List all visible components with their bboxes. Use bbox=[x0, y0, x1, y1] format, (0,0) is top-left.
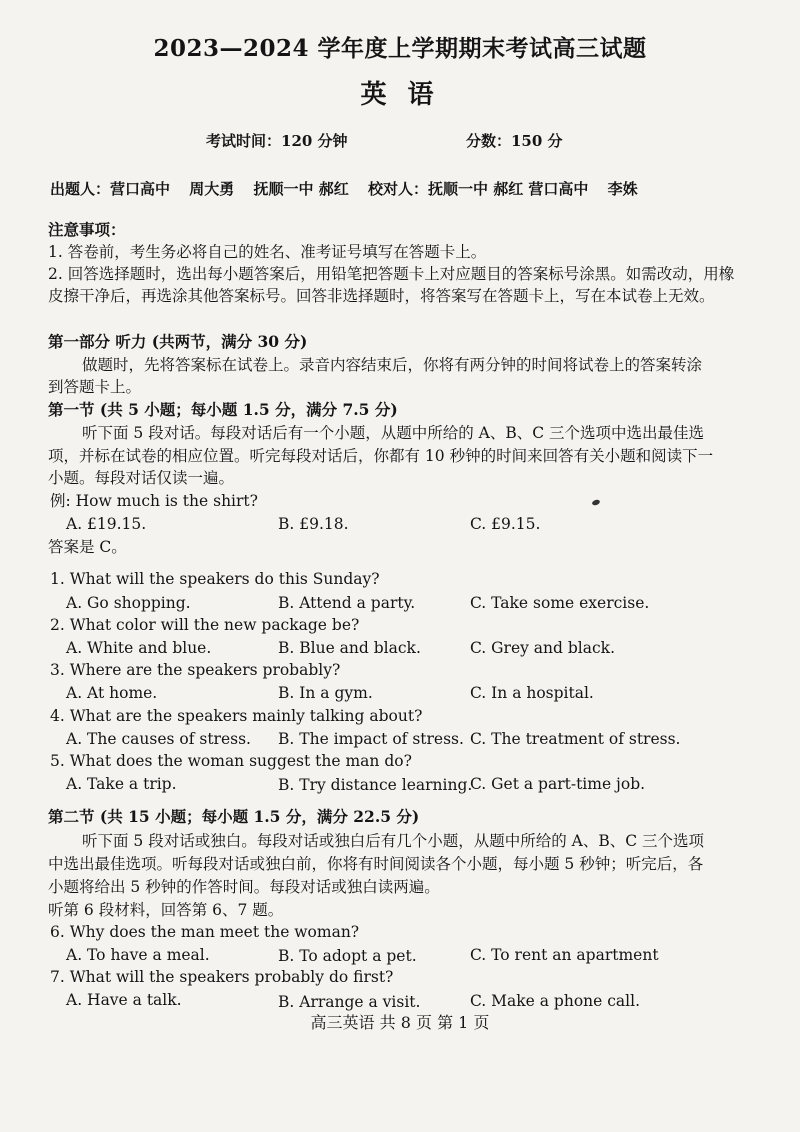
question-2: 2. What color will the new package be? bbox=[50, 616, 360, 634]
section1-heading: 第一节 (共 5 小题；每小题 1.5 分，满分 7.5 分) bbox=[48, 400, 398, 419]
question-7: 7. What will the speakers probably do first? bbox=[50, 968, 394, 986]
section1-intro-3: 小题。每段对话仅读一遍。 bbox=[48, 469, 235, 487]
question-3-option-b: B. In a gym. bbox=[278, 684, 373, 702]
question-1-option-b: B. Attend a party. bbox=[278, 594, 416, 612]
setter-3: 抚顺一中 郝红 bbox=[253, 180, 349, 198]
question-2-option-a: A. White and blue. bbox=[66, 639, 212, 657]
question-2-option-c: C. Grey and black. bbox=[470, 639, 616, 657]
question-7-option-a: A. Have a talk. bbox=[66, 991, 182, 1009]
proofreader-2: 李姝 bbox=[607, 180, 638, 198]
question-3: 3. Where are the speakers probably? bbox=[50, 661, 341, 679]
part1-intro-2: 到答题卡上。 bbox=[48, 378, 142, 396]
section2-intro-1: 听下面 5 段对话或独白。每段对话或独白后有几个小题，从题中所给的 A、B、C 三个选项 bbox=[82, 832, 705, 850]
example-option-b: B. £9.18. bbox=[278, 515, 349, 533]
question-4-option-a: A. The causes of stress. bbox=[66, 730, 251, 748]
example-option-c: C. £9.15. bbox=[470, 515, 541, 533]
proofreader: 校对人：抚顺一中 郝红 营口高中 bbox=[367, 180, 589, 198]
question-5-option-a: A. Take a trip. bbox=[66, 775, 177, 793]
exam-score: 分数：150 分 bbox=[466, 132, 563, 150]
question-3-option-c: C. In a hospital. bbox=[470, 684, 594, 702]
example-answer: 答案是 C。 bbox=[48, 538, 127, 556]
question-5-option-c: C. Get a part-time job. bbox=[470, 775, 646, 793]
notice-line-2: 2. 回答选择题时，选出每小题答案后，用铅笔把答题卡上对应题目的答案标号涂黑。如需改动，用橡 bbox=[48, 265, 735, 283]
section1-intro-1: 听下面 5 段对话。每段对话后有一个小题，从题中所给的 A、B、C 三个选项中选出最佳选 bbox=[82, 424, 705, 442]
question-4-option-c: C. The treatment of stress. bbox=[470, 730, 681, 748]
question-6: 6. Why does the man meet the woman? bbox=[50, 923, 360, 941]
question-6-option-b: B. To adopt a pet. bbox=[278, 947, 417, 965]
question-1-option-c: C. Take some exercise. bbox=[470, 594, 650, 612]
question-5: 5. What does the woman suggest the man do? bbox=[50, 752, 412, 770]
notice-line-1: 1. 答卷前，考生务必将自己的姓名、准考证号填写在答题卡上。 bbox=[48, 243, 487, 261]
example-question: 例: How much is the shirt? bbox=[50, 492, 258, 510]
question-6-option-a: A. To have a meal. bbox=[66, 946, 210, 964]
exam-title: 2023—2024 学年度上学期期末考试高三试题 bbox=[153, 35, 647, 62]
question-1-option-a: A. Go shopping. bbox=[66, 594, 191, 612]
page-footer: 高三英语 共 8 页 第 1 页 bbox=[310, 1013, 490, 1032]
subject-title: 英 语 bbox=[360, 80, 440, 110]
notice-line-3: 皮擦干净后，再选涂其他答案标号。回答非选择题时，将答案写在答题卡上，写在本试卷上无效。 bbox=[48, 287, 715, 305]
question-3-option-a: A. At home. bbox=[66, 684, 158, 702]
example-option-a: A. £19.15. bbox=[66, 515, 147, 533]
exam-time: 考试时间：120 分钟 bbox=[206, 132, 348, 150]
part1-intro-1: 做题时，先将答案标在试卷上。录音内容结束后，你将有两分钟的时间将试卷上的答案转涂 bbox=[82, 356, 703, 374]
question-6-option-c: C. To rent an apartment bbox=[470, 946, 659, 964]
setter-2: 周大勇 bbox=[189, 180, 235, 198]
question-2-option-b: B. Blue and black. bbox=[278, 639, 421, 657]
question-7-option-b: B. Arrange a visit. bbox=[278, 993, 421, 1011]
question-1: 1. What will the speakers do this Sunday? bbox=[50, 570, 380, 588]
question-5-option-b: B. Try distance learning. bbox=[278, 776, 473, 794]
section2-material: 听第 6 段材料，回答第 6、7 题。 bbox=[48, 901, 284, 919]
setter-1: 出题人：营口高中 bbox=[50, 180, 171, 198]
section2-intro-3: 小题将给出 5 秒钟的作答时间。每段对话或独白读两遍。 bbox=[48, 878, 440, 896]
question-7-option-c: C. Make a phone call. bbox=[470, 992, 641, 1010]
notice-heading: 注意事项： bbox=[48, 220, 126, 239]
section1-intro-2: 项，并标在试卷的相应位置。听完每段对话后，你都有 10 秒钟的时间来回答有关小题和阅读下一 bbox=[48, 447, 714, 465]
ink-speck bbox=[591, 499, 600, 506]
question-4-option-b: B. The impact of stress. bbox=[278, 730, 464, 748]
part1-heading: 第一部分 听力 (共两节，满分 30 分) bbox=[48, 332, 308, 351]
section2-intro-2: 中选出最佳选项。听每段对话或独白前，你将有时间阅读各个小题，每小题 5 秒钟；听完后，各 bbox=[48, 855, 704, 873]
section2-heading: 第二节 (共 15 小题；每小题 1.5 分，满分 22.5 分) bbox=[48, 807, 420, 826]
question-4: 4. What are the speakers mainly talking about? bbox=[50, 707, 423, 725]
setters-line bbox=[50, 178, 652, 199]
